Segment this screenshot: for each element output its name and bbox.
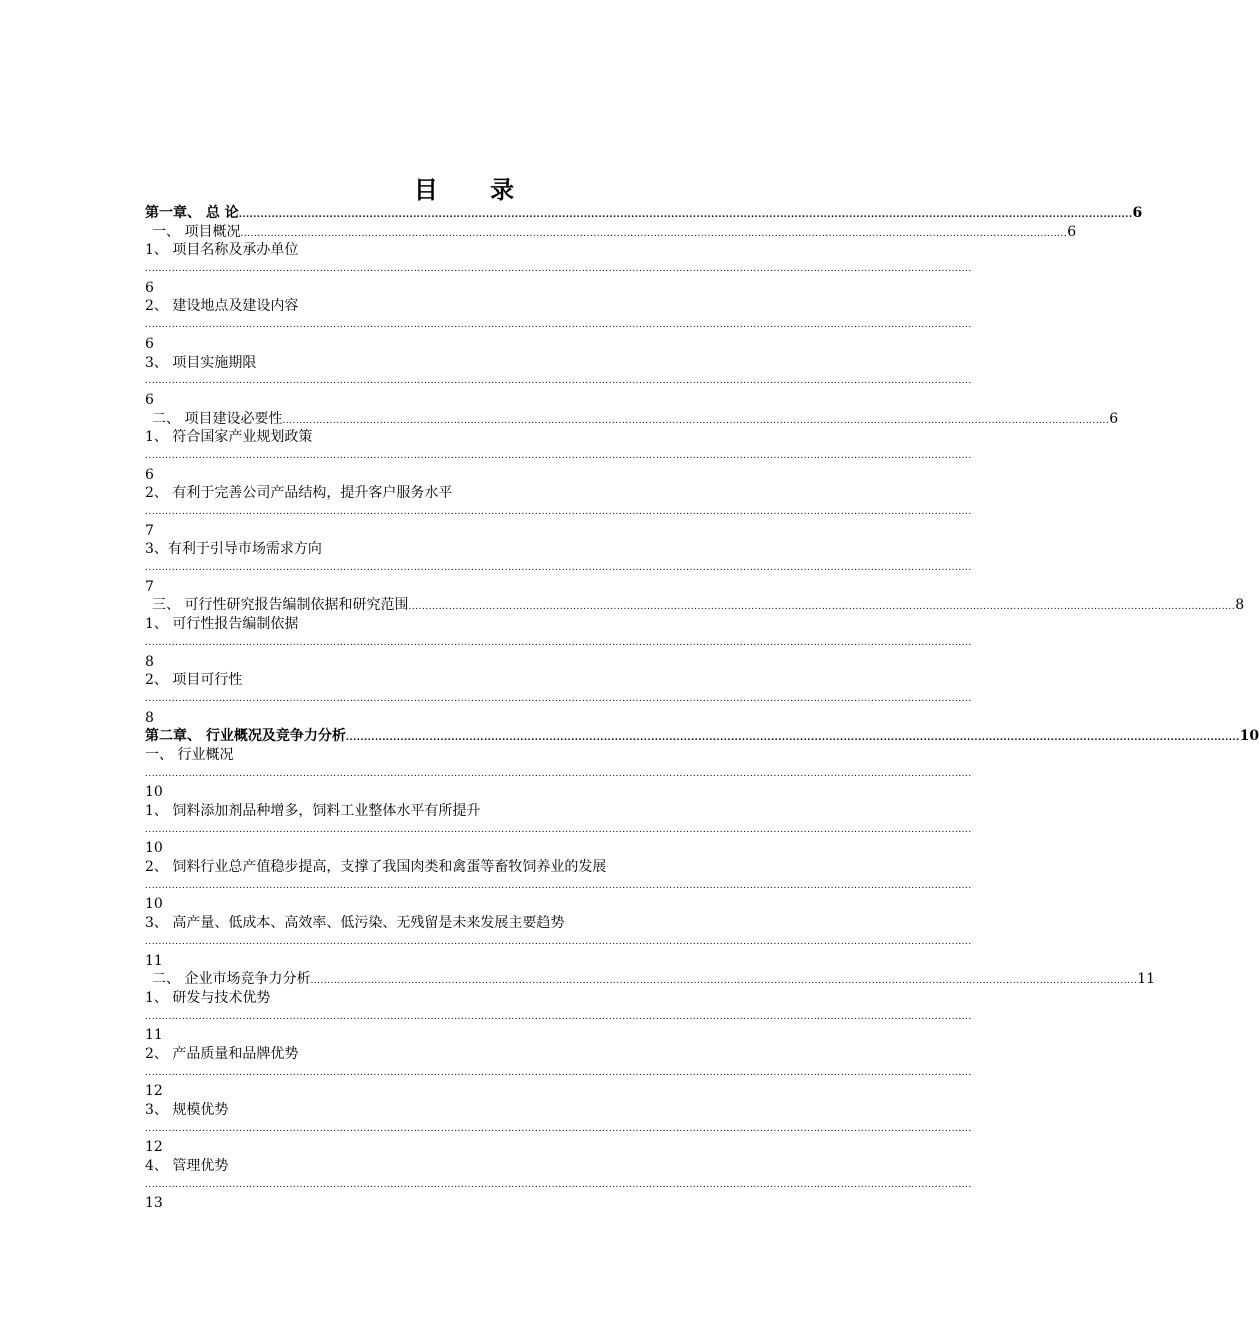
toc-page-number: 8 (145, 653, 154, 670)
toc-dot-leader: ...................................................................................................................................................................................................................................................... (145, 768, 972, 779)
toc-entry-label: 2、 建设地点及建设内容 (145, 298, 299, 315)
toc-dot-leader: ...................................................................................................................................................................................................................................................... (145, 936, 972, 947)
toc-page-number: 12 (145, 1139, 163, 1156)
toc-entry-label: 3、 高产量、低成本、高效率、低污染、无残留是未来发展主要趋势 (145, 915, 565, 932)
toc-page-number: 10 (145, 784, 163, 801)
toc-page-number: 11 (145, 1027, 163, 1044)
toc-entry-label: 2、 项目可行性 (145, 672, 243, 689)
toc-page-number: 7 (145, 522, 154, 539)
toc-page-number: 13 (145, 1195, 163, 1212)
toc-page-number: 12 (145, 1083, 163, 1100)
toc-dot-leader: ...................................................................................................................................................................................................................................................... (310, 976, 1138, 987)
toc-page-number: 11 (145, 952, 163, 969)
toc-item-row[interactable] (145, 354, 805, 373)
toc-dot-leader: ...................................................................................................................................................................................................................................................... (145, 563, 972, 574)
toc-page-number: 6 (145, 279, 154, 296)
toc-item-row[interactable] (145, 540, 805, 559)
toc-page-number: 6 (145, 466, 154, 483)
toc-section-row[interactable] (145, 410, 1119, 429)
toc-item-row[interactable] (145, 671, 805, 690)
toc-entry-label: 1、 项目名称及承办单位 (145, 242, 299, 259)
toc-dot-leader: ...................................................................................................................................................................................................................................................... (145, 824, 972, 835)
toc-page-number: 8 (1235, 597, 1245, 614)
toc-item-row[interactable] (145, 615, 805, 634)
toc-entry-label: 一、 项目概况 (152, 223, 241, 240)
toc-item-row[interactable] (145, 297, 805, 316)
toc-dot-leader: ...................................................................................................................................................................................................................................................... (145, 880, 972, 891)
toc-entry-label: 二、 企业市场竞争力分析 (152, 971, 311, 988)
toc-item-row[interactable] (145, 1045, 805, 1064)
toc-page-number: 6 (1109, 410, 1119, 427)
toc-dot-leader: ...................................................................................................................................................................................................................................................... (145, 1179, 972, 1190)
toc-item-row[interactable] (145, 241, 805, 260)
toc-entry-label: 1、 符合国家产业规划政策 (145, 429, 313, 446)
toc-item-row[interactable] (145, 428, 805, 447)
toc-entry-label: 3、有利于引导市场需求方向 (145, 541, 322, 558)
toc-section-row[interactable] (145, 970, 1156, 989)
toc-page-number: 10 (145, 896, 163, 913)
table-of-contents (145, 204, 1259, 1213)
toc-dot-leader: ...................................................................................................................................................................................................................................................... (145, 637, 972, 648)
toc-page-number: 11 (1137, 971, 1156, 988)
toc-section-row[interactable] (145, 596, 1245, 615)
toc-entry-label: 4、 管理优势 (145, 1158, 229, 1175)
toc-entry-label: 2、 产品质量和品牌优势 (145, 1045, 299, 1062)
toc-entry-label: 第二章、 行业概况及竞争力分析 (145, 728, 346, 745)
toc-entry-label: 1、 可行性报告编制依据 (145, 616, 299, 633)
toc-dot-leader: ...................................................................................................................................................................................................................................................... (145, 264, 972, 275)
toc-entry-label: 一、 行业概况 (145, 746, 234, 763)
toc-item-row[interactable] (145, 484, 805, 503)
toc-entry-label: 1、 研发与技术优势 (145, 989, 271, 1006)
toc-dot-leader: ...................................................................................................................................................................................................................................................... (282, 415, 1110, 426)
toc-dot-leader: ...................................................................................................................................................................................................................................................... (408, 602, 1236, 613)
toc-entry-label: 3、 项目实施期限 (145, 354, 257, 371)
toc-page-number: 6 (145, 335, 154, 352)
toc-dot-leader: ...................................................................................................................................................................................................................................................... (145, 320, 972, 331)
toc-dot-leader: ...................................................................................................................................................................................................................................................... (145, 507, 972, 517)
toc-chapter-row[interactable] (145, 727, 1259, 746)
toc-page-number: 10 (145, 840, 163, 857)
toc-entry-label: 二、 项目建设必要性 (152, 410, 283, 427)
toc-dot-leader: ...................................................................................................................................................................................................................................................... (145, 1067, 972, 1078)
toc-item-row[interactable] (145, 746, 805, 765)
toc-entry-label: 3、 规模优势 (145, 1102, 229, 1118)
toc-dot-leader: ...................................................................................................................................................................................................................................................... (238, 210, 1133, 220)
toc-dot-leader: ...................................................................................................................................................................................................................................................... (145, 450, 972, 461)
toc-item-row[interactable] (145, 858, 805, 877)
toc-entry-label: 第一章、 总 论 (145, 205, 239, 221)
toc-dot-leader: ...................................................................................................................................................................................................................................................... (145, 1011, 972, 1022)
toc-entry-label: 2、 饲料行业总产值稳步提高，支撑了我国肉类和禽蛋等畜牧饲养业的发展 (145, 859, 607, 876)
toc-item-row[interactable] (145, 989, 805, 1008)
toc-dot-leader: ...................................................................................................................................................................................................................................................... (145, 693, 972, 704)
toc-dot-leader: ...................................................................................................................................................................................................................................................... (145, 1123, 972, 1134)
toc-page-number: 6 (1067, 223, 1077, 240)
toc-item-row[interactable] (145, 802, 805, 821)
toc-dot-leader: ...................................................................................................................................................................................................................................................... (145, 376, 972, 387)
page-title: 目 录 (413, 175, 537, 204)
toc-section-row[interactable] (145, 223, 1077, 242)
toc-item-row[interactable] (145, 1101, 805, 1120)
toc-page-number: 7 (145, 578, 154, 595)
toc-dot-leader: ...................................................................................................................................................................................................................................................... (345, 733, 1240, 744)
toc-page-number: 6 (145, 391, 154, 408)
toc-dot-leader: ...................................................................................................................................................................................................................................................... (240, 228, 1068, 239)
toc-chapter-row[interactable] (145, 204, 1143, 223)
toc-entry-label: 2、 有利于完善公司产品结构，提升客户服务水平 (145, 485, 453, 502)
toc-page-number: 8 (145, 709, 154, 726)
toc-entry-label: 三、 可行性研究报告编制依据和研究范围 (152, 597, 409, 614)
toc-entry-label: 1、 饲料添加剂品种增多，饲料工业整体水平有所提升 (145, 803, 481, 819)
toc-item-row[interactable] (145, 1157, 805, 1176)
toc-page-number: 6 (1132, 205, 1143, 221)
toc-item-row[interactable] (145, 914, 805, 933)
toc-page-number: 10 (1239, 728, 1259, 745)
